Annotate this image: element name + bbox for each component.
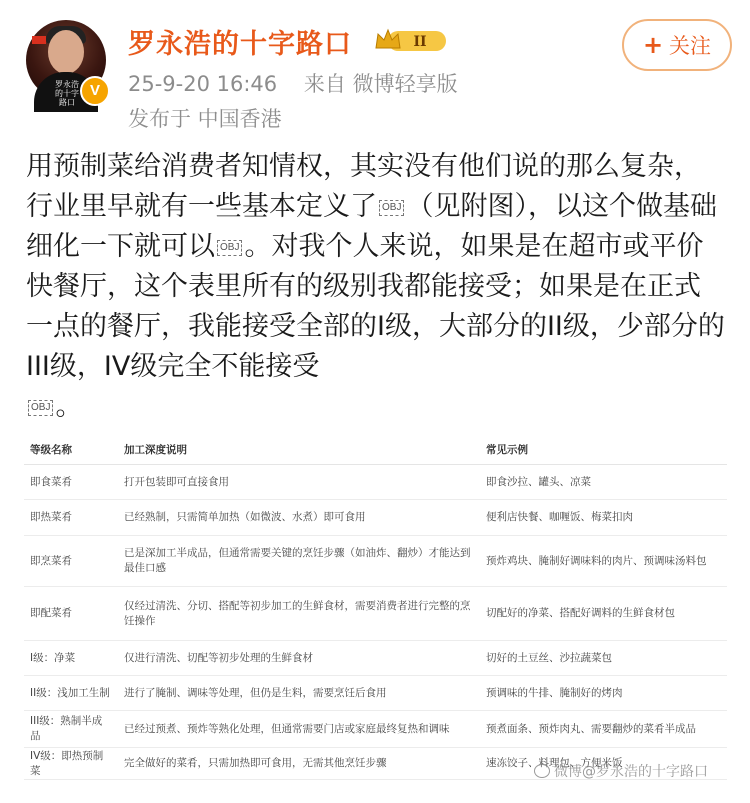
table-cell-level: 即配菜肴 <box>24 587 118 641</box>
weibo-logo-icon <box>534 764 550 778</box>
watermark-text: 微博@罗永浩的十字路口 <box>554 764 708 780</box>
table-cell-description: 已经熟制，只需简单加热（如微波、水煮）即可食用 <box>118 500 480 536</box>
inline-object-icon: OBJ <box>28 400 53 416</box>
follow-label: 关注 <box>669 34 712 58</box>
username[interactable]: 罗永浩的十字路口 <box>128 29 352 60</box>
table-row <box>24 536 727 587</box>
post-text-part-4: 。 <box>55 391 83 422</box>
table-row <box>24 641 727 676</box>
table-cell-level: IV级：即热预制菜 <box>24 748 118 780</box>
follow-button[interactable] <box>622 19 732 71</box>
verified-v-icon: V <box>80 76 110 106</box>
table-cell-level: 即食菜肴 <box>24 465 118 500</box>
table-row <box>24 465 727 500</box>
avatar-red-mark <box>32 36 46 44</box>
table-cell-level: I级：净菜 <box>24 641 118 676</box>
table-cell-description: 完全做好的菜肴，只需加热即可食用，无需其他烹饪步骤 <box>118 748 480 780</box>
table-header-level: 等级名称 <box>24 434 118 465</box>
post-source[interactable]: 来自 微博轻享版 <box>303 72 458 96</box>
post-body <box>26 147 726 427</box>
post-location: 发布于 中国香港 <box>128 107 282 131</box>
table-cell-examples: 便利店快餐、咖喱饭、梅菜扣肉 <box>480 500 727 536</box>
table-cell-description: 仅进行清洗、切配等初步处理的生鲜食材 <box>118 641 480 676</box>
plus-icon: + <box>642 31 664 59</box>
inline-object-icon: OBJ <box>379 200 404 216</box>
table-row <box>24 711 727 748</box>
post-text-part-1: 用预制菜给消费者知情权，其实没有他们说的那么复杂，行业里早就有一些基本定义了 <box>26 151 701 222</box>
inline-object-icon: OBJ <box>217 240 242 256</box>
table-cell-examples: 速冻饺子、料理包、方便米饭 <box>480 748 727 780</box>
table-header-row <box>24 434 727 465</box>
table-header-description: 加工深度说明 <box>118 434 480 465</box>
table-cell-examples: 切好的土豆丝、沙拉蔬菜包 <box>480 641 727 676</box>
table-row <box>24 676 727 711</box>
table-cell-description: 打开包装即可直接食用 <box>118 465 480 500</box>
table-cell-description: 已经过预煮、预炸等熟化处理，但通常需要门店或家庭最终复热和调味 <box>118 711 480 748</box>
table-cell-level: 即烹菜肴 <box>24 536 118 587</box>
member-level-crown-icon[interactable] <box>374 26 450 54</box>
table-cell-level: II级：浅加工生制 <box>24 676 118 711</box>
table-row <box>24 587 727 641</box>
table-row <box>24 500 727 536</box>
member-level-text: II <box>413 34 427 50</box>
attached-image-table[interactable] <box>24 434 727 780</box>
post-timestamp: 25-9-20 16:46 <box>128 72 278 96</box>
table-cell-description: 已是深加工半成品，但通常需要关键的烹饪步骤（如油炸、翻炒）才能达到最佳口感 <box>118 536 480 587</box>
table-cell-examples: 预炸鸡块、腌制好调味料的肉片、预调味汤料包 <box>480 536 727 587</box>
avatar-label: 罗永浩 的十字路口 <box>55 80 79 107</box>
table-cell-examples: 预煮面条、预炸肉丸、需要翻炒的菜肴半成品 <box>480 711 727 748</box>
table-cell-examples: 切配好的净菜、搭配好调料的生鲜食材包 <box>480 587 727 641</box>
table-header-examples: 常见示例 <box>480 434 727 465</box>
table-cell-description: 进行了腌制、调味等处理，但仍是生料，需要烹饪后食用 <box>118 676 480 711</box>
table-cell-level: III级：熟制半成品 <box>24 711 118 748</box>
table-cell-description: 仅经过清洗、分切、搭配等初步加工的生鲜食材，需要消费者进行完整的烹饪操作 <box>118 587 480 641</box>
avatar-face <box>48 30 84 74</box>
table-cell-level: 即热菜肴 <box>24 500 118 536</box>
post-meta <box>128 68 458 98</box>
table-cell-examples: 预调味的牛排、腌制好的烤肉 <box>480 676 727 711</box>
post-text-part-3: 。对我个人来说，如果是在超市或平价快餐厅，这个表里所有的级别我都能接受；如果是在正式一点的餐厅，我能接受全部的I级，大部分的II级，少部分的III级，IV级完全不能接受 <box>26 231 725 382</box>
weibo-watermark <box>534 761 708 781</box>
table-cell-examples: 即食沙拉、罐头、凉菜 <box>480 465 727 500</box>
post-text-part-2: （见附图），以这个做基础细化一下就可以 <box>26 191 717 262</box>
